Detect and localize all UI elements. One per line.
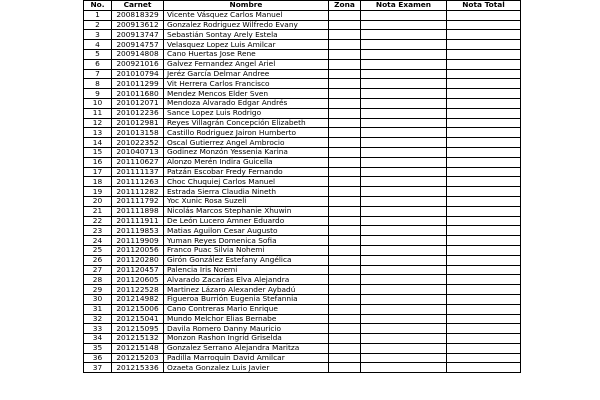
row-number-cell: 14	[84, 138, 112, 148]
zona-cell	[329, 353, 361, 363]
header-carnet: Carnet	[112, 1, 164, 11]
row-number-cell: 35	[84, 343, 112, 353]
carnet-cell: 201215148	[112, 343, 164, 353]
carnet-cell: 200921016	[112, 59, 164, 69]
table-row	[84, 245, 521, 255]
zona-cell	[329, 265, 361, 275]
carnet-cell: 201011299	[112, 79, 164, 89]
nota-total-cell	[447, 265, 521, 275]
table-row	[84, 108, 521, 118]
nota-examen-cell	[361, 69, 447, 79]
zona-cell	[329, 59, 361, 69]
carnet-cell: 200818329	[112, 10, 164, 20]
student-name-cell: Jeréz García Delmar Andree	[164, 69, 329, 79]
nota-examen-cell	[361, 314, 447, 324]
zona-cell	[329, 167, 361, 177]
row-number-cell: 2	[84, 20, 112, 30]
nota-examen-cell	[361, 265, 447, 275]
student-name-cell: Yuman Reyes Domenica Sofia	[164, 236, 329, 246]
table-row	[84, 118, 521, 128]
nota-examen-cell	[361, 343, 447, 353]
nota-examen-cell	[361, 275, 447, 285]
student-name-cell: Cano Contreras Mario Enrique	[164, 304, 329, 314]
zona-cell	[329, 314, 361, 324]
nota-examen-cell	[361, 30, 447, 40]
zona-cell	[329, 30, 361, 40]
table-row	[84, 343, 521, 353]
nota-total-cell	[447, 167, 521, 177]
table-row	[84, 79, 521, 89]
row-number-cell: 32	[84, 314, 112, 324]
table-row	[84, 196, 521, 206]
student-name-cell: Mendoza Alvarado Edgar Andrés	[164, 98, 329, 108]
table-row	[84, 304, 521, 314]
row-number-cell: 28	[84, 275, 112, 285]
student-name-cell: Monzon Rashon Ingrid Griselda	[164, 334, 329, 344]
nota-total-cell	[447, 128, 521, 138]
student-name-cell: Ozaeta Gonzalez Luis Javier	[164, 363, 329, 373]
nota-examen-cell	[361, 167, 447, 177]
carnet-cell: 200914808	[112, 49, 164, 59]
nota-examen-cell	[361, 236, 447, 246]
table-row	[84, 40, 521, 50]
row-number-cell: 25	[84, 245, 112, 255]
row-number-cell: 21	[84, 206, 112, 216]
row-number-cell: 16	[84, 157, 112, 167]
zona-cell	[329, 108, 361, 118]
table-row	[84, 69, 521, 79]
nota-examen-cell	[361, 118, 447, 128]
zona-cell	[329, 206, 361, 216]
zona-cell	[329, 196, 361, 206]
nota-total-cell	[447, 49, 521, 59]
table-row	[84, 285, 521, 295]
nota-examen-cell	[361, 206, 447, 216]
student-name-cell: Yoc Xunic Rosa Suzeli	[164, 196, 329, 206]
nota-examen-cell	[361, 40, 447, 50]
student-name-cell: Mendez Mencos Elder Sven	[164, 89, 329, 99]
table-row	[84, 363, 521, 373]
student-name-cell: Palencia Iris Noemi	[164, 265, 329, 275]
nota-examen-cell	[361, 147, 447, 157]
table-row	[84, 294, 521, 304]
row-number-cell: 3	[84, 30, 112, 40]
grade-sheet-table	[83, 0, 521, 373]
carnet-cell: 201120056	[112, 245, 164, 255]
student-name-cell: Choc Chuquiej Carlos Manuel	[164, 177, 329, 187]
table-row	[84, 226, 521, 236]
row-number-cell: 29	[84, 285, 112, 295]
nota-total-cell	[447, 363, 521, 373]
row-number-cell: 23	[84, 226, 112, 236]
row-number-cell: 31	[84, 304, 112, 314]
carnet-cell: 201012981	[112, 118, 164, 128]
nota-total-cell	[447, 285, 521, 295]
row-number-cell: 24	[84, 236, 112, 246]
carnet-cell: 201011680	[112, 89, 164, 99]
table-row	[84, 236, 521, 246]
nota-examen-cell	[361, 294, 447, 304]
zona-cell	[329, 324, 361, 334]
table-row	[84, 20, 521, 30]
student-name-cell: Vicente Vásquez Carlos Manuel	[164, 10, 329, 20]
carnet-cell: 201122528	[112, 285, 164, 295]
nota-total-cell	[447, 187, 521, 197]
nota-total-cell	[447, 324, 521, 334]
zona-cell	[329, 294, 361, 304]
student-name-cell: De León Lucero Amner Eduardo	[164, 216, 329, 226]
student-name-cell: Galvez Fernandez Angel Ariel	[164, 59, 329, 69]
table-row	[84, 138, 521, 148]
table-row	[84, 187, 521, 197]
student-name-cell: Franco Puac Silvia Nohemi	[164, 245, 329, 255]
student-name-cell: Girón González Estefany Angélica	[164, 255, 329, 265]
zona-cell	[329, 285, 361, 295]
zona-cell	[329, 157, 361, 167]
nota-examen-cell	[361, 177, 447, 187]
student-name-cell: Davila Romero Danny Mauricio	[164, 324, 329, 334]
nota-total-cell	[447, 138, 521, 148]
table-row	[84, 353, 521, 363]
student-name-cell: Matias Aguilon Cesar Augusto	[164, 226, 329, 236]
student-name-cell: Cano Huertas Jose Rene	[164, 49, 329, 59]
nota-examen-cell	[361, 226, 447, 236]
row-number-cell: 1	[84, 10, 112, 20]
zona-cell	[329, 216, 361, 226]
nota-total-cell	[447, 118, 521, 128]
nota-examen-cell	[361, 89, 447, 99]
student-name-cell: Alonzo Merén Indira Guicella	[164, 157, 329, 167]
carnet-cell: 200913747	[112, 30, 164, 40]
row-number-cell: 4	[84, 40, 112, 50]
row-number-cell: 19	[84, 187, 112, 197]
nota-examen-cell	[361, 255, 447, 265]
row-number-cell: 13	[84, 128, 112, 138]
zona-cell	[329, 20, 361, 30]
carnet-cell: 201111792	[112, 196, 164, 206]
carnet-cell: 201111137	[112, 167, 164, 177]
zona-cell	[329, 98, 361, 108]
zona-cell	[329, 40, 361, 50]
zona-cell	[329, 69, 361, 79]
student-name-cell: Estrada Sierra Claudia Nineth	[164, 187, 329, 197]
row-number-cell: 6	[84, 59, 112, 69]
nota-total-cell	[447, 334, 521, 344]
nota-examen-cell	[361, 49, 447, 59]
row-number-cell: 10	[84, 98, 112, 108]
nota-total-cell	[447, 343, 521, 353]
table-row	[84, 89, 521, 99]
student-name-cell: Vit Herrera Carlos Francisco	[164, 79, 329, 89]
nota-total-cell	[447, 236, 521, 246]
row-number-cell: 17	[84, 167, 112, 177]
nota-total-cell	[447, 275, 521, 285]
zona-cell	[329, 236, 361, 246]
nota-examen-cell	[361, 59, 447, 69]
carnet-cell: 201111263	[112, 177, 164, 187]
nota-total-cell	[447, 314, 521, 324]
student-name-cell: Sebastián Sontay Arely Estela	[164, 30, 329, 40]
row-number-cell: 30	[84, 294, 112, 304]
row-number-cell: 5	[84, 49, 112, 59]
row-number-cell: 34	[84, 334, 112, 344]
nota-total-cell	[447, 353, 521, 363]
carnet-cell: 201111898	[112, 206, 164, 216]
nota-total-cell	[447, 255, 521, 265]
row-number-cell: 11	[84, 108, 112, 118]
carnet-cell: 200913612	[112, 20, 164, 30]
zona-cell	[329, 147, 361, 157]
zona-cell	[329, 79, 361, 89]
student-name-cell: Velasquez Lopez Luis Amilcar	[164, 40, 329, 50]
table-row	[84, 157, 521, 167]
zona-cell	[329, 363, 361, 373]
student-name-cell: Castillo Rodriguez Jairon Humberto	[164, 128, 329, 138]
header-zona: Zona	[329, 1, 361, 11]
zona-cell	[329, 304, 361, 314]
table-row	[84, 265, 521, 275]
nota-examen-cell	[361, 98, 447, 108]
zona-cell	[329, 138, 361, 148]
nota-examen-cell	[361, 363, 447, 373]
table-row	[84, 98, 521, 108]
carnet-cell: 201215095	[112, 324, 164, 334]
student-name-cell: Gonzalez Serrano Alejandra Maritza	[164, 343, 329, 353]
student-name-cell: Godinez Monzón Yessenia Karina	[164, 147, 329, 157]
nota-total-cell	[447, 20, 521, 30]
nota-examen-cell	[361, 216, 447, 226]
row-number-cell: 9	[84, 89, 112, 99]
carnet-cell: 201012071	[112, 98, 164, 108]
table-row	[84, 10, 521, 20]
table-row	[84, 167, 521, 177]
nota-examen-cell	[361, 10, 447, 20]
zona-cell	[329, 255, 361, 265]
carnet-cell: 200914757	[112, 40, 164, 50]
nota-total-cell	[447, 40, 521, 50]
row-number-cell: 18	[84, 177, 112, 187]
table-row	[84, 59, 521, 69]
student-name-cell: Oscal Gutierrez Angel Ambrocio	[164, 138, 329, 148]
row-number-cell: 37	[84, 363, 112, 373]
nota-total-cell	[447, 226, 521, 236]
table-row	[84, 147, 521, 157]
student-name-cell: Patzán Escobar Fredy Fernando	[164, 167, 329, 177]
table-row	[84, 216, 521, 226]
nota-total-cell	[447, 30, 521, 40]
table-row	[84, 128, 521, 138]
row-number-cell: 22	[84, 216, 112, 226]
carnet-cell: 201119853	[112, 226, 164, 236]
table-row	[84, 314, 521, 324]
student-name-cell: Gonzalez Rodriguez Wilfredo Evany	[164, 20, 329, 30]
row-number-cell: 27	[84, 265, 112, 275]
carnet-cell: 201215336	[112, 363, 164, 373]
nota-examen-cell	[361, 108, 447, 118]
carnet-cell: 201215041	[112, 314, 164, 324]
row-number-cell: 33	[84, 324, 112, 334]
carnet-cell: 201214982	[112, 294, 164, 304]
nota-examen-cell	[361, 157, 447, 167]
nota-examen-cell	[361, 128, 447, 138]
header-nota-total: Nota Total	[447, 1, 521, 11]
carnet-cell: 201215132	[112, 334, 164, 344]
student-name-cell: Martinez Lázaro Alexander Aybadú	[164, 285, 329, 295]
row-number-cell: 15	[84, 147, 112, 157]
nota-total-cell	[447, 294, 521, 304]
nota-total-cell	[447, 147, 521, 157]
table-row	[84, 275, 521, 285]
carnet-cell: 201012236	[112, 108, 164, 118]
student-name-cell: Reyes Villagrán Concepción Elizabeth	[164, 118, 329, 128]
nota-examen-cell	[361, 353, 447, 363]
row-number-cell: 7	[84, 69, 112, 79]
nota-examen-cell	[361, 79, 447, 89]
row-number-cell: 12	[84, 118, 112, 128]
table-row	[84, 49, 521, 59]
carnet-cell: 201111911	[112, 216, 164, 226]
nota-examen-cell	[361, 187, 447, 197]
zona-cell	[329, 89, 361, 99]
zona-cell	[329, 177, 361, 187]
carnet-cell: 201120605	[112, 275, 164, 285]
header-nota-examen: Nota Examen	[361, 1, 447, 11]
nota-total-cell	[447, 245, 521, 255]
nota-total-cell	[447, 157, 521, 167]
table-row	[84, 177, 521, 187]
student-name-cell: Nicolás Marcos Stephanie Xhuwin	[164, 206, 329, 216]
student-name-cell: Sance Lopez Luis Rodrigo	[164, 108, 329, 118]
nota-total-cell	[447, 69, 521, 79]
nota-examen-cell	[361, 324, 447, 334]
zona-cell	[329, 226, 361, 236]
row-number-cell: 20	[84, 196, 112, 206]
nota-examen-cell	[361, 20, 447, 30]
table-row	[84, 30, 521, 40]
nota-examen-cell	[361, 245, 447, 255]
table-row	[84, 206, 521, 216]
nota-total-cell	[447, 108, 521, 118]
nota-examen-cell	[361, 304, 447, 314]
carnet-cell: 201119909	[112, 236, 164, 246]
student-name-cell: Mundo Melchor Elias Bernabe	[164, 314, 329, 324]
nota-examen-cell	[361, 138, 447, 148]
table-row	[84, 255, 521, 265]
carnet-cell: 201111282	[112, 187, 164, 197]
carnet-cell: 201110627	[112, 157, 164, 167]
row-number-cell: 8	[84, 79, 112, 89]
carnet-cell: 201022352	[112, 138, 164, 148]
zona-cell	[329, 334, 361, 344]
student-name-cell: Figueroa Burrión Eugenia Stefannia	[164, 294, 329, 304]
zona-cell	[329, 49, 361, 59]
nota-examen-cell	[361, 334, 447, 344]
zona-cell	[329, 245, 361, 255]
zona-cell	[329, 343, 361, 353]
header-row	[84, 1, 521, 11]
carnet-cell: 201040713	[112, 147, 164, 157]
nota-examen-cell	[361, 285, 447, 295]
carnet-cell: 201120280	[112, 255, 164, 265]
carnet-cell: 201215006	[112, 304, 164, 314]
carnet-cell: 201215203	[112, 353, 164, 363]
student-name-cell: Padilla Marroquin David Amilcar	[164, 353, 329, 363]
carnet-cell: 201010794	[112, 69, 164, 79]
header-no: No.	[84, 1, 112, 11]
nota-total-cell	[447, 196, 521, 206]
nota-total-cell	[447, 10, 521, 20]
zona-cell	[329, 187, 361, 197]
zona-cell	[329, 128, 361, 138]
zona-cell	[329, 118, 361, 128]
zona-cell	[329, 10, 361, 20]
nota-total-cell	[447, 79, 521, 89]
nota-total-cell	[447, 59, 521, 69]
nota-total-cell	[447, 89, 521, 99]
student-name-cell: Alvarado Zacarías Elva Alejandra	[164, 275, 329, 285]
table-row	[84, 324, 521, 334]
header-nombre: Nombre	[164, 1, 329, 11]
nota-total-cell	[447, 304, 521, 314]
nota-total-cell	[447, 206, 521, 216]
nota-examen-cell	[361, 196, 447, 206]
nota-total-cell	[447, 177, 521, 187]
row-number-cell: 26	[84, 255, 112, 265]
nota-total-cell	[447, 98, 521, 108]
row-number-cell: 36	[84, 353, 112, 363]
nota-total-cell	[447, 216, 521, 226]
table-row	[84, 334, 521, 344]
carnet-cell: 201013158	[112, 128, 164, 138]
zona-cell	[329, 275, 361, 285]
carnet-cell: 201120457	[112, 265, 164, 275]
